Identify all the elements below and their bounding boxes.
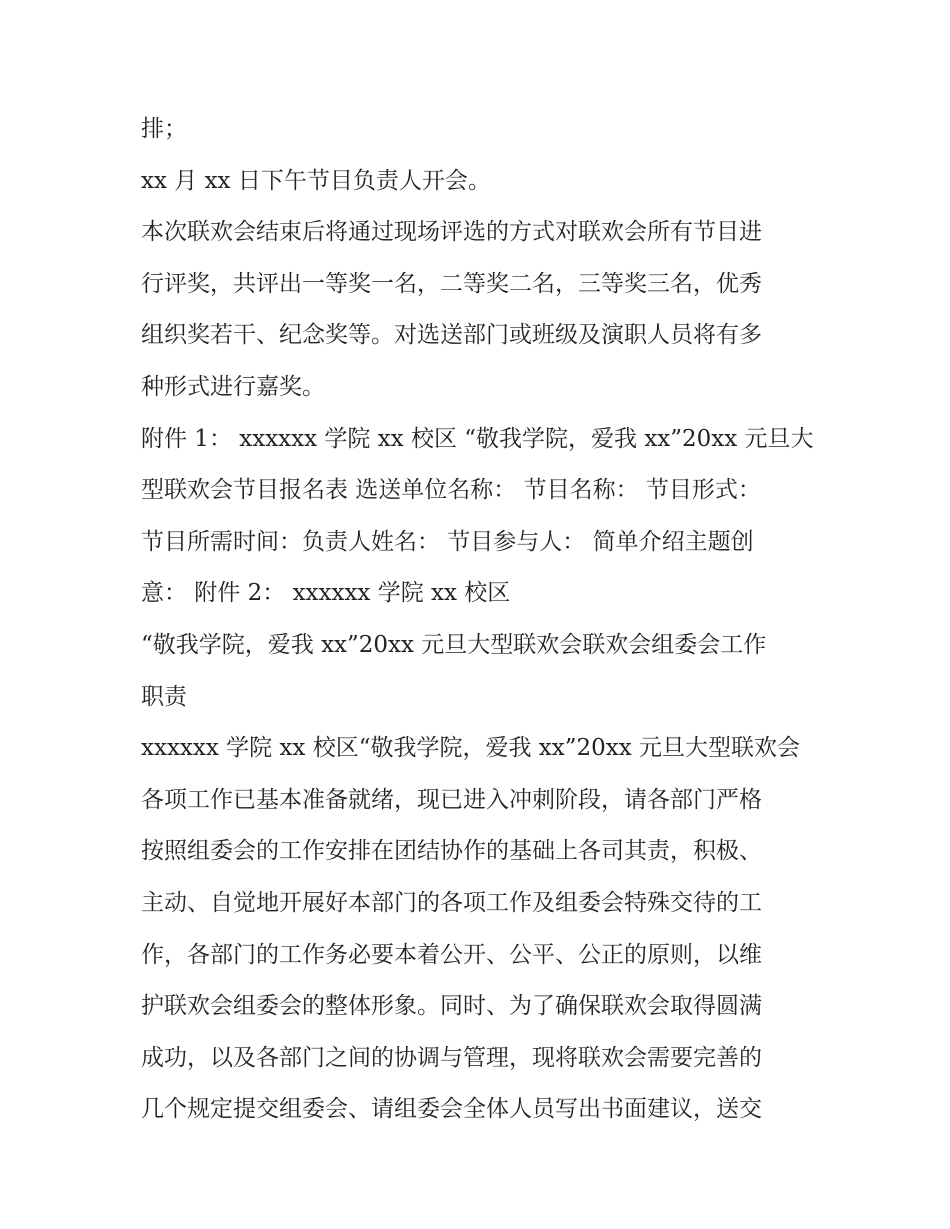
text-line: 成功，以及各部门之间的协调与管理，现将联欢会需要完善的: [141, 1044, 762, 1071]
text-line: xx 月 xx 日下午节目负责人开会。: [141, 167, 491, 194]
text-line: 型联欢会节目报名表 选送单位名称： 节目名称： 节目形式：: [141, 477, 761, 504]
text-line: 附件 1： xxxxxx 学院 xx 校区 “敬我学院，爱我 xx”20xx 元旦大: [141, 425, 814, 452]
text-line: 各项工作已基本准备就绪，现已进入冲刺阶段，请各部门严格: [141, 786, 762, 813]
text-line: 节目所需时间：负责人姓名： 节目参与人： 简单介绍主题创: [141, 528, 754, 555]
text-line: 作，各部门的工作务必要本着公开、公平、公正的原则，以维: [141, 941, 762, 968]
document-body: [141, 104, 821, 1136]
text-line: “敬我学院，爱我 xx”20xx 元旦大型联欢会联欢会组委会工作: [141, 631, 767, 658]
text-line: 排；: [141, 116, 187, 142]
text-line: 意： 附件 2： xxxxxx 学院 xx 校区: [141, 580, 511, 607]
text-line: 职责: [141, 683, 187, 710]
text-line: xxxxxx 学院 xx 校区“敬我学院，爱我 xx”20xx 元旦大型联欢会: [141, 735, 800, 762]
text-line: 种形式进行嘉奖。: [141, 373, 325, 400]
text-line: 按照组委会的工作安排在团结协作的基础上各司其责，积极、: [141, 838, 762, 865]
text-line: 主动、自觉地开展好本部门的各项工作及组委会特殊交待的工: [141, 889, 762, 916]
text-line: 护联欢会组委会的整体形象。同时、为了确保联欢会取得圆满: [141, 993, 762, 1020]
text-line: 组织奖若干、纪念奖等。对选送部门或班级及演职人员将有多: [141, 322, 762, 349]
text-line: 本次联欢会结束后将通过现场评选的方式对联欢会所有节目进: [141, 219, 762, 246]
text-line: 几个规定提交组委会、请组委会全体人员写出书面建议，送交: [141, 1096, 762, 1123]
text-line: 行评奖，共评出一等奖一名，二等奖二名，三等奖三名，优秀: [141, 270, 762, 297]
